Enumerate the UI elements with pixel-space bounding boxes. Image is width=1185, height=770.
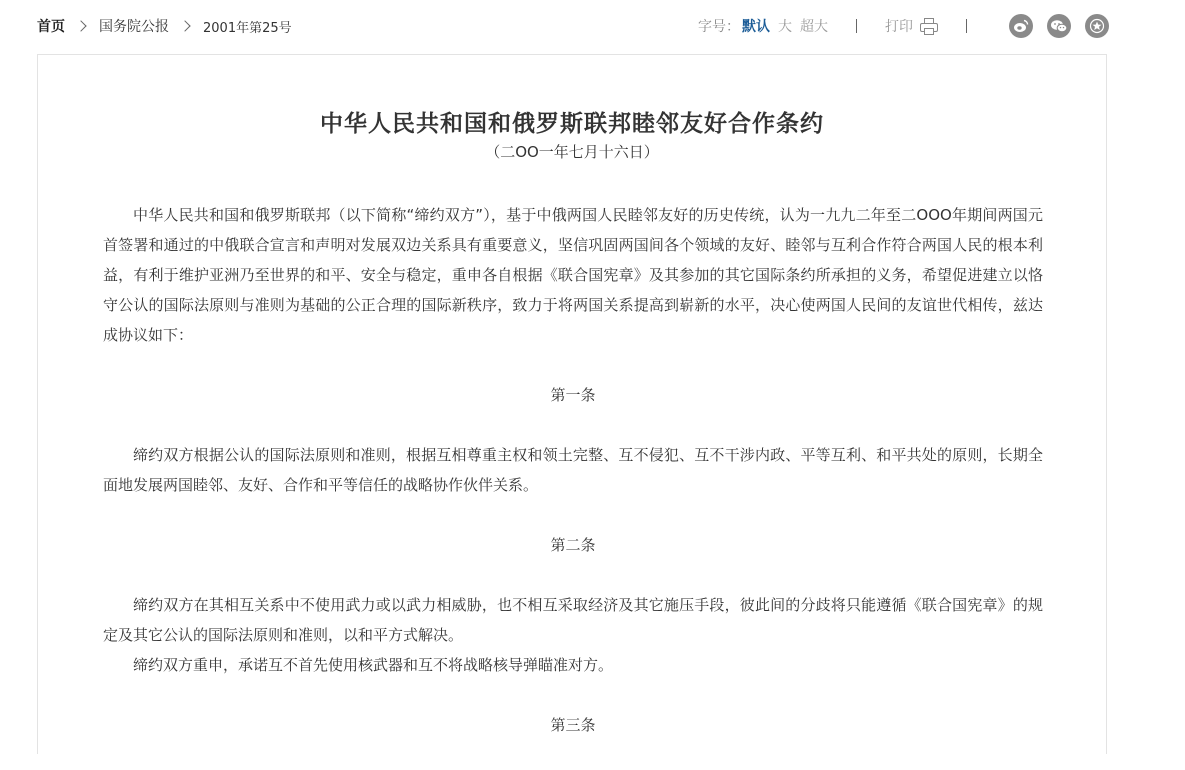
document-date: （二OO一年七月十六日） bbox=[485, 143, 659, 161]
breadcrumb-issue-link[interactable]: 2001年第25号 bbox=[203, 20, 292, 36]
article-paragraph: 缔约双方重申，承诺互不首先使用核武器和互不将战略核导弹瞄准对方。 bbox=[133, 656, 614, 674]
print-button[interactable] bbox=[885, 16, 938, 36]
font-size-xlarge-button[interactable]: 超大 bbox=[800, 19, 828, 35]
printer-icon bbox=[920, 18, 938, 34]
document-panel bbox=[37, 54, 1107, 754]
chevron-right-icon bbox=[179, 20, 190, 31]
chevron-right-icon bbox=[75, 20, 86, 31]
font-size-label: 字号： bbox=[698, 19, 740, 35]
wechat-icon[interactable] bbox=[1047, 14, 1071, 38]
breadcrumb-home-link[interactable]: 首页 bbox=[37, 19, 65, 35]
article-heading: 第一条 bbox=[550, 386, 596, 404]
divider bbox=[856, 19, 857, 33]
article-heading: 第三条 bbox=[550, 716, 596, 734]
toolbar bbox=[698, 14, 1109, 38]
article-paragraph: 缔约双方根据公认的国际法原则和准则，根据互相尊重主权和领土完整、互不侵犯、互不干涉内政、平等互利、和平共处的原则，长期全面地发展两国睦邻、友好、合作和平等信任的战略协作伙伴关系。 bbox=[103, 446, 1043, 494]
divider bbox=[966, 19, 967, 33]
print-label: 打印 bbox=[885, 19, 913, 35]
font-size-default-button[interactable]: 默认 bbox=[742, 19, 770, 35]
article-paragraph: 缔约双方在其相互关系中不使用武力或以武力相威胁，也不相互采取经济及其它施压手段，彼此间的分歧将只能遵循《联合国宪章》的规定及其它公认的国际法原则和准则，以和平方式解决。 bbox=[103, 596, 1043, 644]
document-body bbox=[103, 200, 1043, 770]
font-size-large-button[interactable]: 大 bbox=[778, 19, 792, 35]
weibo-icon[interactable] bbox=[1009, 14, 1033, 38]
favorite-icon[interactable] bbox=[1085, 14, 1109, 38]
breadcrumb bbox=[37, 16, 292, 36]
document-title: 中华人民共和国和俄罗斯联邦睦邻友好合作条约 bbox=[320, 110, 824, 137]
article-heading: 第二条 bbox=[550, 536, 596, 554]
preamble-paragraph: 中华人民共和国和俄罗斯联邦（以下简称“缔约双方”），基于中俄两国人民睦邻友好的历史传统，认为一九九二年至二OOO年期间两国元首签署和通过的中俄联合宣言和声明对发展双边关系具有重要意义，坚信巩固两国间各个领域的友好、睦邻与互利合作符合两国人民的根本利益，有利于维护亚洲乃至世界的和平、安全与稳定，重申各自根据《联合国宪章》及其参加的其它国际条约所承担的义务，希望促进建立以恪守公认的国际法原则与准则为基础的公正合理的国际新秩序，致力于将两国关系提高到崭新的水平，决心使两国人民间的友谊世代相传，兹达成协议如下： bbox=[103, 206, 1043, 344]
top-bar bbox=[0, 0, 1185, 54]
breadcrumb-section-link[interactable]: 国务院公报 bbox=[99, 19, 169, 35]
